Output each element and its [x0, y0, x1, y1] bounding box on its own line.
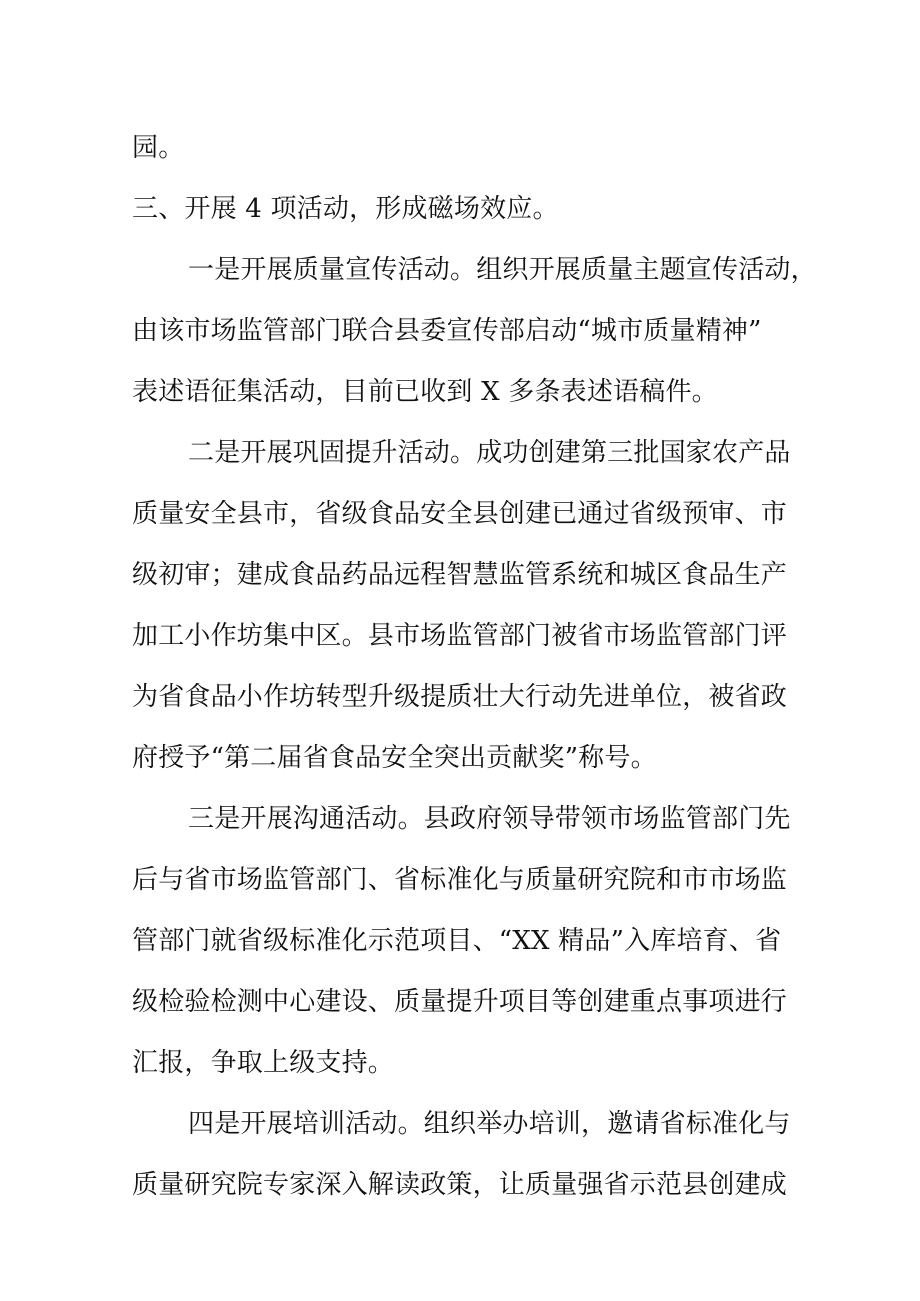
body-line: 管部门就省级标准化示范项目、“XX 精品”入库培育、省	[132, 926, 782, 956]
document-body	[132, 118, 817, 1216]
body-line: 为省食品小作坊转型升级提质壮大行动先进单位，被省政	[132, 682, 788, 712]
body-line: 表述语征集活动，目前已收到 X 多条表述语稿件。	[132, 377, 718, 407]
body-line: 质量研究院专家深入解读政策，让质量强省示范县创建成	[132, 1170, 788, 1200]
body-line: 级检验检测中心建设、质量提升项目等创建重点事项进行	[132, 987, 788, 1017]
paragraph-first-line: 三是开展沟通活动。县政府领导带领市场监管部门先	[188, 804, 791, 834]
section-heading: 三、开展 4 项活动，形成磁场效应。	[132, 194, 559, 224]
body-line: 后与省市场监管部门、省标准化与质量研究院和市市场监	[132, 865, 788, 895]
paragraph-first-line: 一是开展质量宣传活动。组织开展质量主题宣传活动，	[188, 255, 817, 285]
body-line: 由该市场监管部门联合县委宣传部启动“城市质量精神”	[132, 316, 762, 346]
body-line: 质量安全县市，省级食品安全县创建已通过省级预审、市	[132, 499, 788, 529]
body-line: 园。	[132, 133, 185, 163]
body-line: 加工小作坊集中区。县市场监管部门被省市场监管部门评	[132, 621, 788, 651]
paragraph-first-line: 二是开展巩固提升活动。成功创建第三批国家农产品	[188, 438, 791, 468]
paragraph-first-line: 四是开展培训活动。组织举办培训，邀请省标准化与	[188, 1109, 791, 1139]
body-line: 汇报，争取上级支持。	[132, 1048, 395, 1078]
body-line: 级初审；建成食品药品远程智慧监管系统和城区食品生产	[132, 560, 788, 590]
body-line: 府授予“第二届省食品安全突出贡献奖”称号。	[132, 743, 657, 773]
